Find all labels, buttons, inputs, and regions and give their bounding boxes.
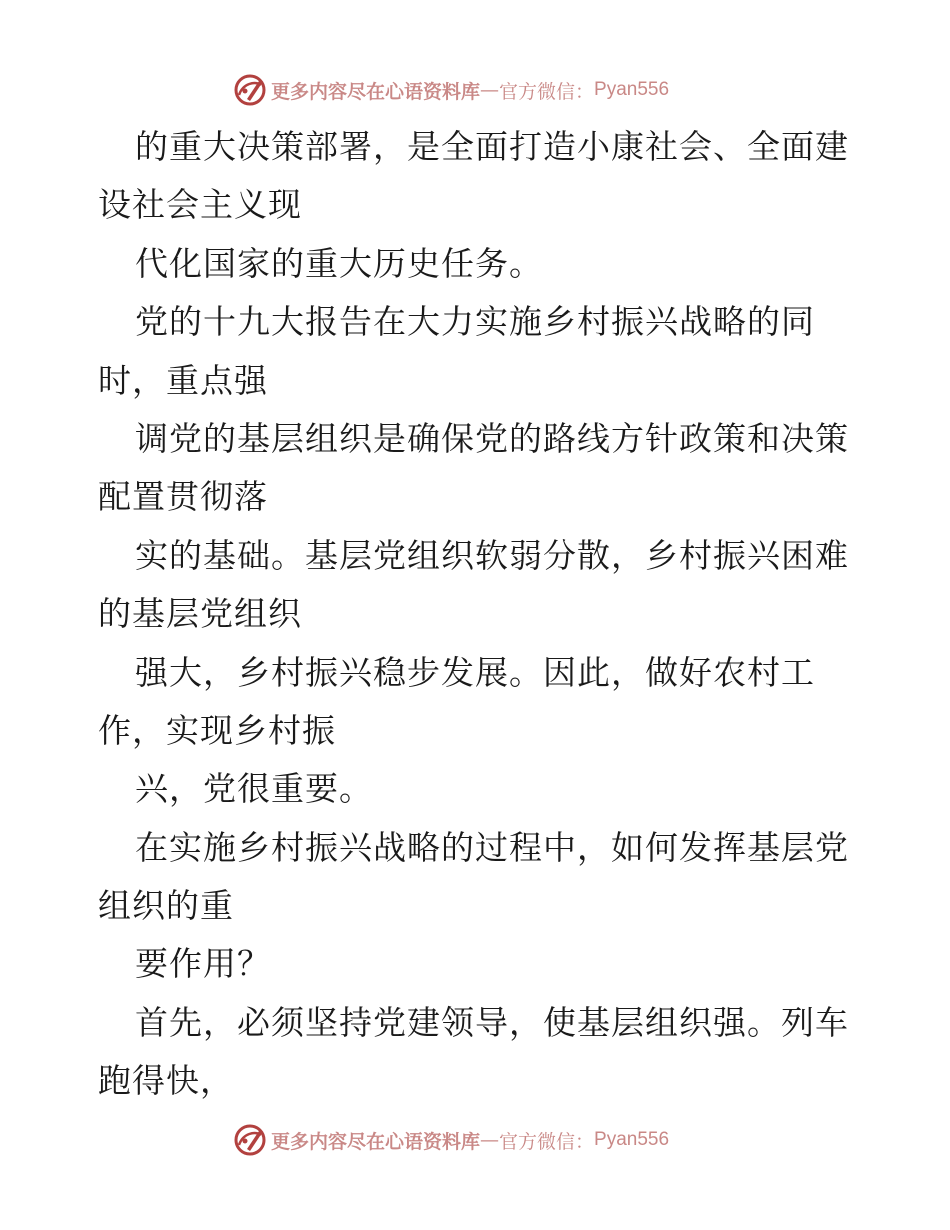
body-line: 兴，党很重要。 [135,769,373,808]
pen-logo-icon [233,73,267,107]
pen-logo-icon [233,1123,267,1157]
body-line: 配置贯彻落 [98,477,268,516]
banner-wechat-label: 官方微信： [499,1130,595,1153]
body-line: 首先，必须坚持党建领导，使基层组织强。列车 [135,1003,849,1042]
body-line: 设社会主义现 [98,185,302,224]
body-line: 党的十九大报告在大力实施乡村振兴战略的同 [135,302,815,341]
banner-wechat-id: Pyan556 [594,79,670,100]
body-line: 的基层党组织 [98,594,302,633]
body-line: 组织的重 [98,886,234,925]
body-line: 强大，乡村振兴稳步发展。因此，做好农村工 [135,653,815,692]
banner-wechat-label: 官方微信： [499,80,595,103]
header-banner [233,72,669,108]
body-line: 跑得快， [98,1061,234,1100]
body-line: 在实施乡村振兴战略的过程中，如何发挥基层党 [135,828,849,867]
body-line: 代化国家的重大历史任务。 [135,244,543,283]
banner-main-text: 更多内容尽在心语资料库 [271,80,481,103]
body-line: 作，实现乡村振 [98,711,336,750]
banner-separator: — [480,79,500,101]
footer-banner [233,1122,669,1158]
banner-main-text: 更多内容尽在心语资料库 [271,1130,481,1153]
body-line: 的重大决策部署，是全面打造小康社会、全面建 [135,127,849,166]
body-line: 要作用？ [135,944,271,983]
body-line: 时，重点强 [98,361,268,400]
banner-wechat-id: Pyan556 [594,1129,670,1150]
body-line: 调党的基层组织是确保党的路线方针政策和决策 [135,419,849,458]
body-line: 实的基础。基层党组织软弱分散，乡村振兴困难 [135,536,849,575]
banner-separator: — [480,1129,500,1151]
